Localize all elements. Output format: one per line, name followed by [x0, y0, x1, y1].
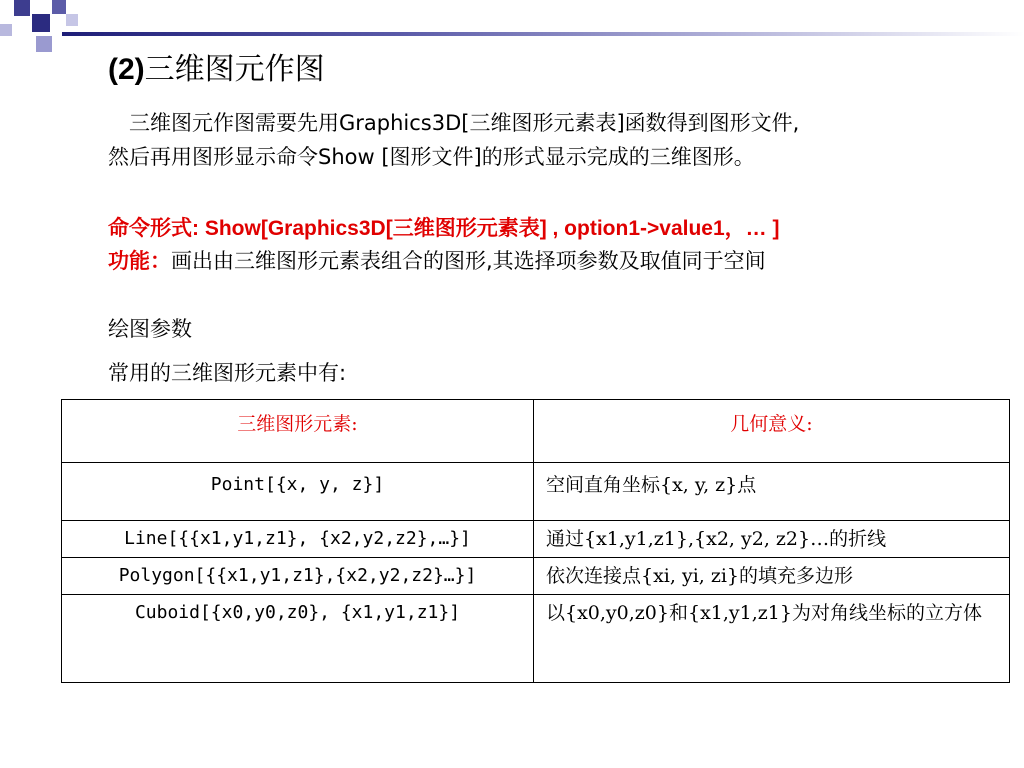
header-meaning: 几何意义: — [534, 400, 1010, 463]
title-number: (2) — [108, 53, 145, 86]
function-label: 功能： — [108, 249, 171, 273]
function-description-cont: 绘图参数 — [108, 317, 192, 341]
command-form: 命令形式: Show[Graphics3D[三维图形元素表] , option1->value1，… ] — [108, 217, 780, 240]
element-cell: Polygon[{{x1,y1,z1},{x2,y2,z2}…}] — [62, 558, 534, 595]
element-cell: Point[{x, y, z}] — [62, 463, 534, 521]
decor-square — [52, 0, 66, 14]
header-gradient-bar — [62, 32, 1024, 36]
decor-square — [0, 24, 12, 36]
title-text: 三维图元作图 — [144, 52, 325, 87]
element-cell: Cuboid[{x0,y0,z0}, {x1,y1,z1}] — [62, 595, 534, 683]
intro-paragraph-line2: 然后再用图形显示命令Show [图形文件]的形式显示完成的三维图形。 — [108, 145, 755, 169]
table-row — [62, 521, 1010, 558]
slide-title — [108, 50, 325, 90]
meaning-cell: 以{x0,y0,z0}和{x1,y1,z1}为对角线坐标的立方体 — [534, 595, 1010, 683]
elements-table — [61, 399, 1010, 683]
list-intro: 常用的三维图形元素中有: — [108, 361, 347, 385]
function-description — [108, 244, 766, 278]
table-row — [62, 463, 1010, 521]
decor-square — [32, 14, 50, 32]
header-element: 三维图形元素: — [62, 400, 534, 463]
element-cell: Line[{{x1,y1,z1}, {x2,y2,z2},…}] — [62, 521, 534, 558]
decor-square — [66, 14, 78, 26]
table-header-row — [62, 400, 1010, 463]
table-row — [62, 595, 1010, 683]
decor-square — [36, 36, 52, 52]
meaning-cell: 空间直角坐标{x, y, z}点 — [534, 463, 1010, 521]
meaning-cell: 依次连接点{xi, yi, zi}的填充多边形 — [534, 558, 1010, 595]
intro-paragraph-line1: 三维图元作图需要先用Graphics3D[三维图形元素表]函数得到图形文件, — [108, 111, 800, 135]
function-text: 画出由三维图形元素表组合的图形,其选择项参数及取值同于空间 — [171, 249, 766, 273]
decor-square — [14, 0, 30, 16]
meaning-cell: 通过{x1,y1,z1},{x2, y2, z2}…的折线 — [534, 521, 1010, 558]
table-row — [62, 558, 1010, 595]
